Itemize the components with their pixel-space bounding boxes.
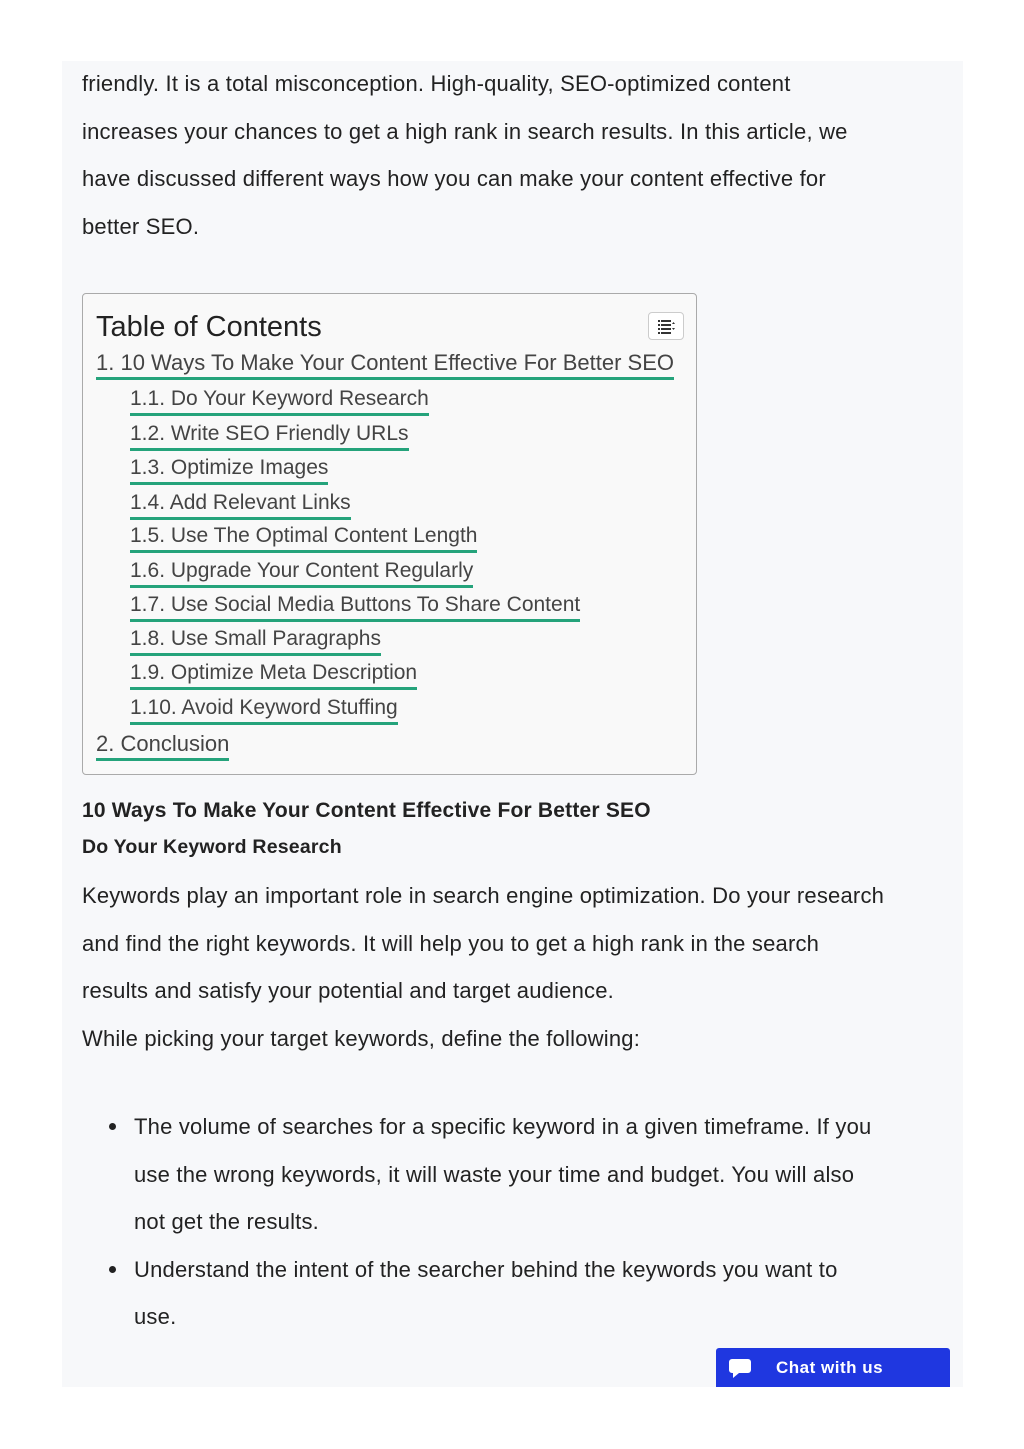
- bullet-list: [82, 1103, 962, 1341]
- list-item-line: use the wrong keywords, it will waste your time and budget. You will also: [134, 1161, 855, 1187]
- toc-title: Table of Contents: [96, 311, 322, 343]
- list-item: [82, 1103, 962, 1246]
- list-item-line: use.: [134, 1304, 177, 1329]
- article-content: [82, 61, 948, 1329]
- toc-link-keyword-research[interactable]: 1.1. Do Your Keyword Research: [130, 386, 429, 416]
- toc-toggle-button[interactable]: [648, 312, 684, 340]
- bullet-dot-icon: [109, 1266, 116, 1273]
- bullet-dot-icon: [109, 1123, 116, 1130]
- intro-line: friendly. It is a total misconception. High-quality, SEO-optimized content: [82, 71, 791, 96]
- list-item-line: The volume of searches for a specific keyword in a given timeframe. If you: [134, 1114, 872, 1139]
- paragraph-line: and find the right keywords. It will help you to get a high rank in the search: [82, 930, 820, 956]
- intro-line: increases your chances to get a high rank in search results. In this article, we: [82, 118, 848, 144]
- chat-bubble-icon: [728, 1356, 752, 1380]
- paragraph-line: While picking your target keywords, define the following:: [82, 1025, 641, 1051]
- toc-link-content-length[interactable]: 1.5. Use The Optimal Content Length: [130, 523, 477, 553]
- toc-link-social-media[interactable]: 1.7. Use Social Media Buttons To Share Content: [130, 592, 580, 622]
- toc-link-seo-urls[interactable]: 1.2. Write SEO Friendly URLs: [130, 421, 409, 451]
- toc-link-relevant-links[interactable]: 1.4. Add Relevant Links: [130, 490, 351, 520]
- toc-link-conclusion[interactable]: 2. Conclusion: [96, 731, 229, 761]
- paragraph-line: results and satisfy your potential and target audience.: [82, 978, 614, 1003]
- subsection-heading: Do Your Keyword Research: [82, 836, 342, 858]
- list-item-line: not get the results.: [134, 1209, 319, 1234]
- list-item: [82, 1246, 962, 1341]
- toc-link-10-ways[interactable]: 1. 10 Ways To Make Your Content Effective For Better SEO: [96, 350, 674, 380]
- toc-link-small-paragraphs[interactable]: 1.8. Use Small Paragraphs: [130, 626, 381, 656]
- list-toggle-icon: [658, 320, 676, 334]
- paragraph-line: Keywords play an important role in search engine optimization. Do your research: [82, 883, 885, 908]
- toc-link-meta-description[interactable]: 1.9. Optimize Meta Description: [130, 660, 417, 690]
- section-heading: 10 Ways To Make Your Content Effective For Better SEO: [82, 799, 651, 822]
- chat-with-us-button[interactable]: [716, 1348, 950, 1387]
- intro-paragraph: [82, 61, 948, 251]
- list-item-line: Understand the intent of the searcher behind the keywords you want to: [134, 1256, 838, 1282]
- toc-link-optimize-images[interactable]: 1.3. Optimize Images: [130, 455, 328, 485]
- page-content-area: [62, 61, 963, 1387]
- intro-line: have discussed different ways how you can make your content effective for: [82, 166, 826, 191]
- table-of-contents: [82, 293, 697, 775]
- keyword-research-paragraph: [82, 872, 962, 1062]
- toc-link-keyword-stuffing[interactable]: 1.10. Avoid Keyword Stuffing: [130, 695, 398, 725]
- toc-link-upgrade-content[interactable]: 1.6. Upgrade Your Content Regularly: [130, 558, 473, 588]
- chat-label: Chat with us: [776, 1358, 884, 1377]
- toc-header: [96, 308, 684, 348]
- intro-line: better SEO.: [82, 213, 200, 239]
